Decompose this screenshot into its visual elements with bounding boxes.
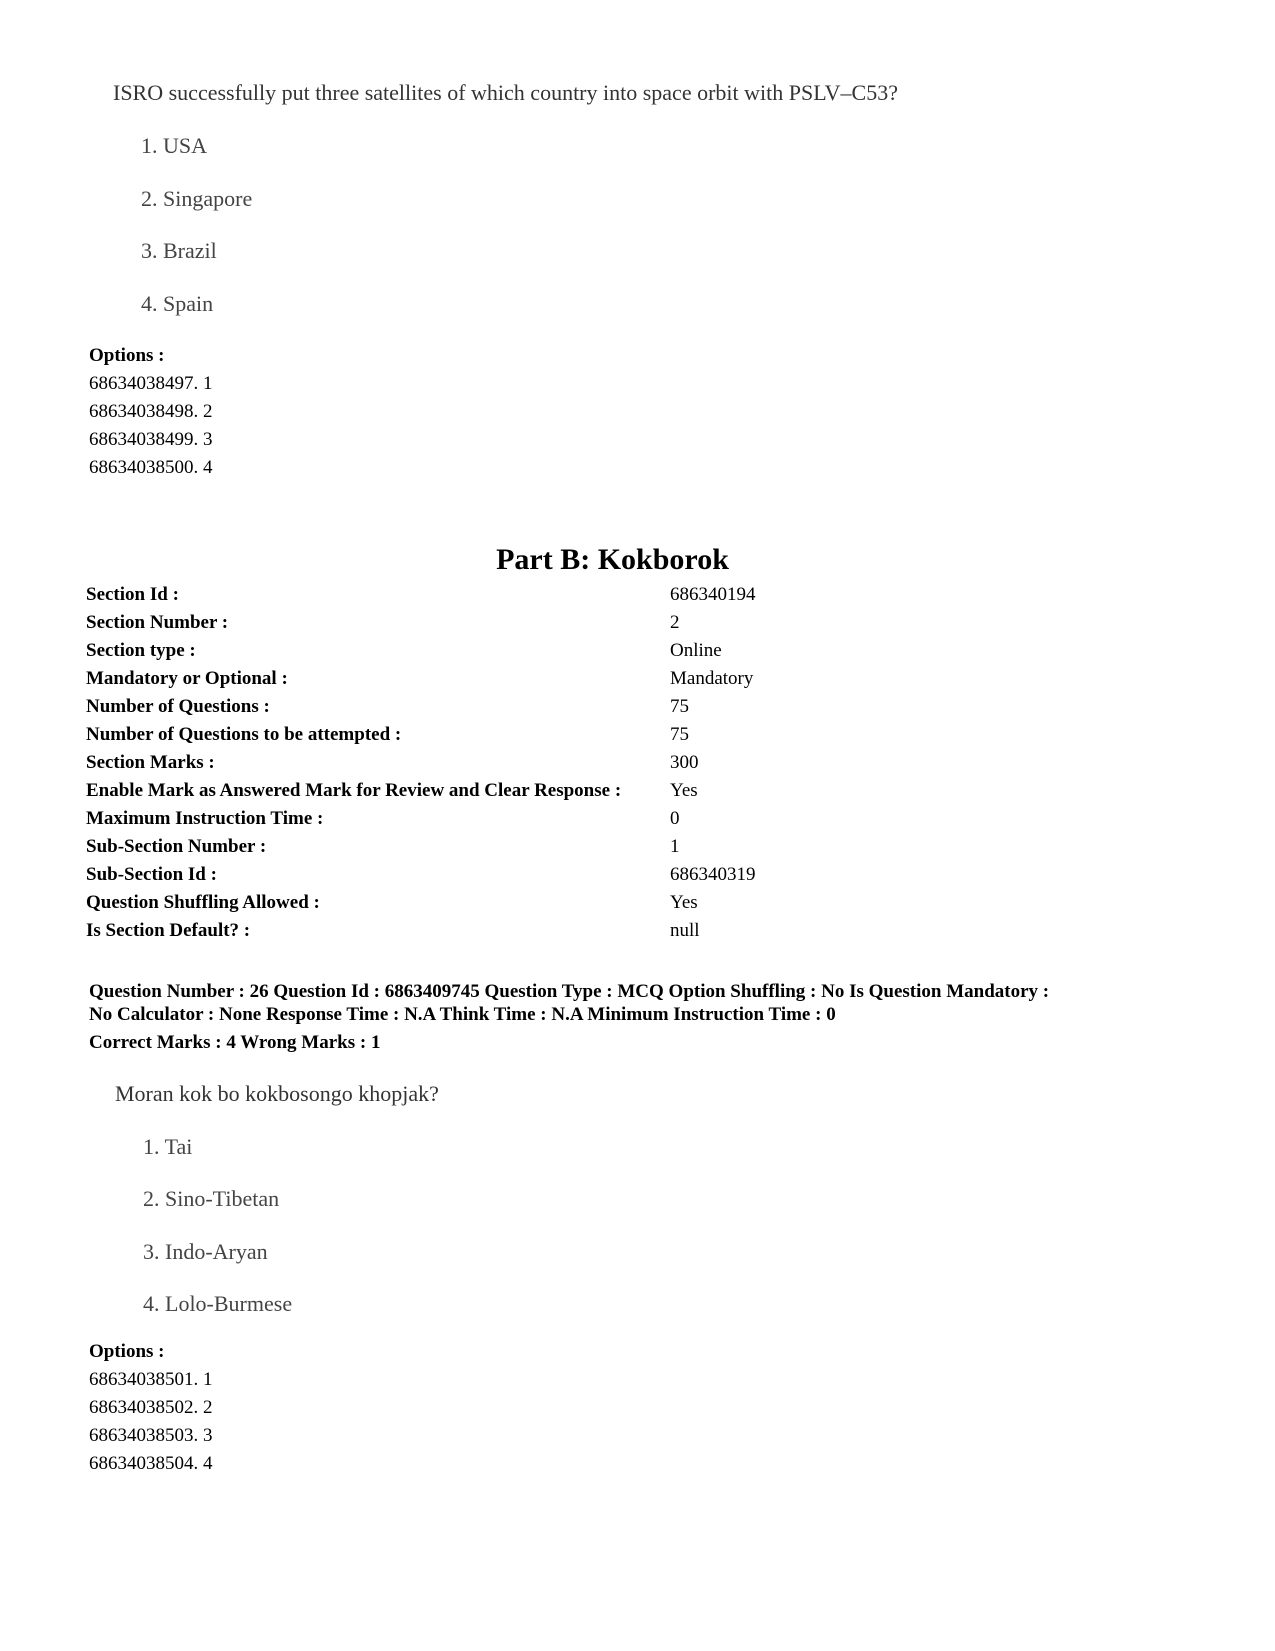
question-1-choice-3: 3. Brazil [141,238,217,263]
meta-label-section-marks: Section Marks : [86,752,215,773]
question-2-header-line-2: No Calculator : None Response Time : N.A Think Time : N.A Minimum Instruction Time : 0 [89,1004,836,1025]
meta-label-questions-attempted: Number of Questions to be attempted : [86,724,402,745]
question-2-option-id-1: 68634038501. 1 [89,1369,213,1390]
meta-value-section-default: null [670,920,700,941]
question-2-options-title: Options : [89,1341,165,1362]
question-1-choice-2: 2. Singapore [141,186,253,211]
question-1-option-id-1: 68634038497. 1 [89,373,213,394]
question-2-choice-2: 2. Sino-Tibetan [143,1186,280,1211]
question-1-option-id-2: 68634038498. 2 [89,401,213,422]
meta-label-section-number: Section Number : [86,612,229,633]
question-2-option-id-4: 68634038504. 4 [89,1453,213,1474]
meta-value-section-marks: 300 [670,752,699,773]
question-1-text: ISRO successfully put three satellites of which country into space orbit with PSLV–C53? [113,80,898,105]
meta-value-enable-mark: Yes [670,780,698,801]
meta-value-section-number: 2 [670,612,680,633]
meta-label-mandatory: Mandatory or Optional : [86,668,288,689]
question-2-marks: Correct Marks : 4 Wrong Marks : 1 [89,1032,381,1053]
meta-value-sub-section-number: 1 [670,836,680,857]
question-2-header-line-1: Question Number : 26 Question Id : 6863409745 Question Type : MCQ Option Shuffling : No Is Question Mandatory : [89,981,1050,1002]
meta-label-enable-mark: Enable Mark as Answered Mark for Review and Clear Response : [86,780,622,801]
meta-value-section-type: Online [670,640,722,661]
meta-label-section-type: Section type : [86,640,196,661]
meta-label-max-instruction-time: Maximum Instruction Time : [86,808,324,829]
meta-value-questions-attempted: 75 [670,724,689,745]
meta-value-question-shuffling: Yes [670,892,698,913]
meta-label-section-id: Section Id : [86,584,179,605]
question-1-options-title: Options : [89,345,165,366]
question-1-option-id-3: 68634038499. 3 [89,429,213,450]
question-2-choice-1: 1. Tai [143,1134,193,1159]
meta-label-section-default: Is Section Default? : [86,920,251,941]
meta-value-max-instruction-time: 0 [670,808,680,829]
question-2-option-id-2: 68634038502. 2 [89,1397,213,1418]
question-2-option-id-3: 68634038503. 3 [89,1425,213,1446]
meta-value-section-id: 686340194 [670,584,756,605]
question-1-choice-1: 1. USA [141,133,208,158]
question-2-text: Moran kok bo kokbosongo khopjak? [115,1081,439,1106]
question-2-choice-4: 4. Lolo-Burmese [143,1291,293,1316]
question-1-option-id-4: 68634038500. 4 [89,457,213,478]
meta-label-sub-section-number: Sub-Section Number : [86,836,267,857]
meta-label-question-shuffling: Question Shuffling Allowed : [86,892,320,913]
part-heading: Part B: Kokborok [496,543,729,576]
meta-label-number-of-questions: Number of Questions : [86,696,270,717]
question-1-choice-4: 4. Spain [141,291,214,316]
meta-value-sub-section-id: 686340319 [670,864,756,885]
meta-value-number-of-questions: 75 [670,696,689,717]
meta-label-sub-section-id: Sub-Section Id : [86,864,217,885]
question-2-choice-3: 3. Indo-Aryan [143,1239,268,1264]
meta-value-mandatory: Mandatory [670,668,754,689]
